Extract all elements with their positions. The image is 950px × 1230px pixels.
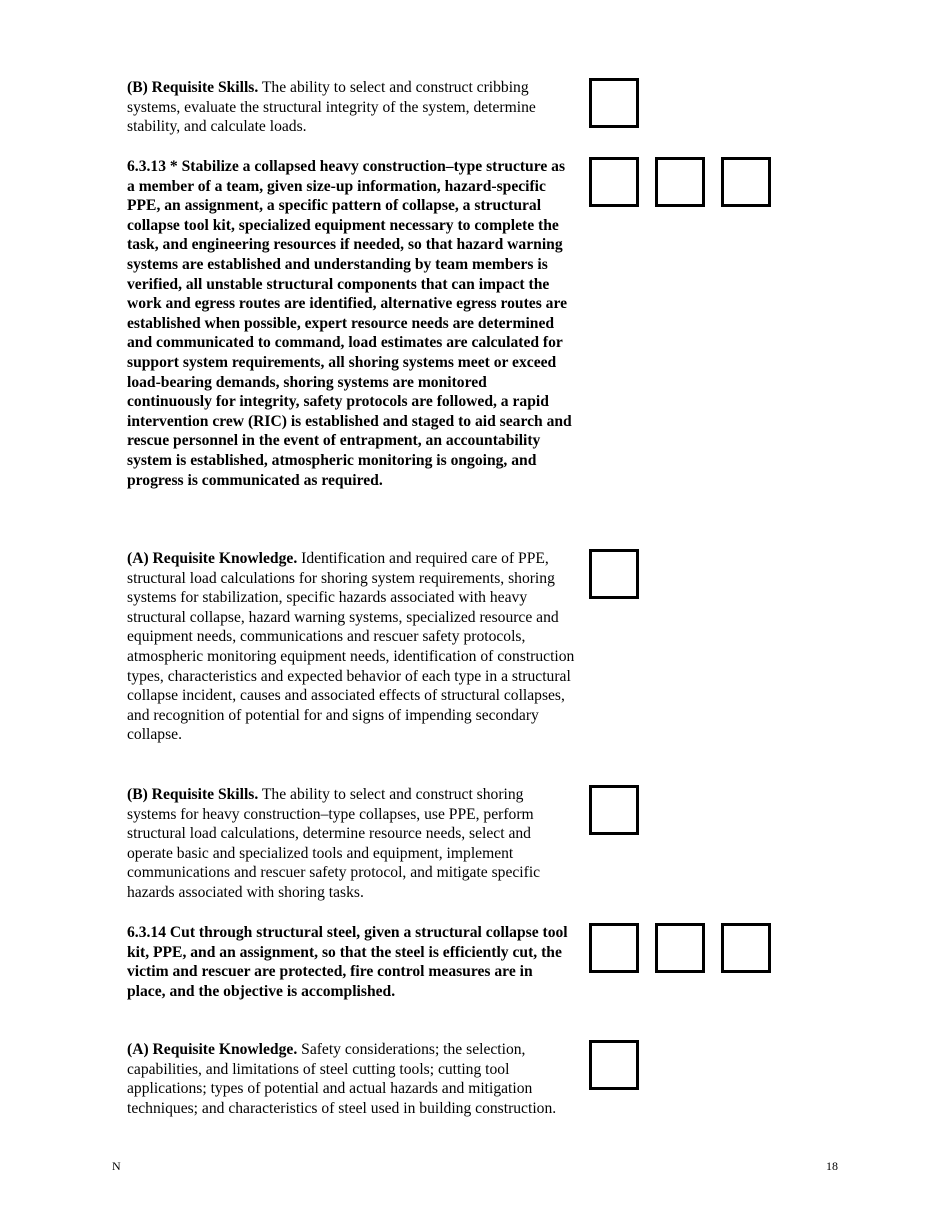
checkbox-group bbox=[589, 1040, 639, 1090]
page-number: 18 bbox=[826, 1159, 838, 1173]
section-lead: (A) Requisite Knowledge. bbox=[127, 550, 298, 567]
section-a-knowledge-shoring bbox=[127, 549, 575, 745]
checkbox-group bbox=[589, 785, 639, 835]
section-body: The ability to select and construct shoring systems for heavy construction–type collapses, use PPE, perform structural load calculations, determine resource needs, select and operate basic and specialized tools and equipment, implement communications and rescuer safety protocol, and mitigate specific hazards associated with shoring tasks. bbox=[127, 786, 541, 901]
checkbox[interactable] bbox=[655, 157, 705, 207]
checkbox-group bbox=[589, 157, 771, 207]
checkbox[interactable] bbox=[721, 923, 771, 973]
section-body: Identification and required care of PPE, structural load calculations for shoring system requirements, shoring systems for stabilization, specific hazards associated with heavy structural collapse, hazard warning systems, specialized resource and equipment needs, communications and rescuer safety protocols, atmospheric monitoring equipment needs, identification of construction types, characteristics and expected behavior of each type in a structural collapse incident, causes and associated effects of structural collapses, and recognition of potential for and signs of impending secondary collapse. bbox=[127, 550, 575, 744]
section-6-3-13 bbox=[127, 157, 575, 490]
section-body: 6.3.13 * Stabilize a collapsed heavy construction–type structure as a member of a team, given size-up information, hazard-specific PPE, an assignment, a specific pattern of collapse, a structural collapse tool kit, specialized equipment necessary to complete the task, and engineering resources if needed, so that hazard warning systems are established and understanding by team members is verified, all unstable structural components that can impact the work and egress routes are identified, alternative egress routes are established when possible, expert resource needs are determined and communicated to command, load estimates are calculated for support system requirements, all shoring systems meet or exceed load-bearing demands, shoring systems are monitored continuously for integrity, safety protocols are followed, a rapid intervention crew (RIC) is established and staged to aid search and rescue personnel in the event of entrapment, an accountability system is established, atmospheric monitoring is ongoing, and progress is communicated as required. bbox=[127, 158, 572, 489]
checkbox[interactable] bbox=[589, 1040, 639, 1090]
checkbox-group bbox=[589, 549, 639, 599]
section-6-3-14 bbox=[127, 923, 575, 1001]
section-body: 6.3.14 Cut through structural steel, given a structural collapse tool kit, PPE, and an assignment, so that the steel is efficiently cut, the victim and rescuer are protected, fire control measures are in place, and the objective is accomplished. bbox=[127, 924, 568, 1000]
section-a-knowledge-steel bbox=[127, 1040, 575, 1118]
section-lead: (B) Requisite Skills. bbox=[127, 79, 259, 96]
checkbox[interactable] bbox=[655, 923, 705, 973]
section-b-skills-cribbing bbox=[127, 78, 575, 137]
checkbox-group bbox=[589, 78, 639, 128]
checkbox[interactable] bbox=[589, 923, 639, 973]
section-lead: (B) Requisite Skills. bbox=[127, 786, 259, 803]
checkbox-group bbox=[589, 923, 771, 973]
section-lead: (A) Requisite Knowledge. bbox=[127, 1041, 298, 1058]
checkbox[interactable] bbox=[589, 78, 639, 128]
checkbox[interactable] bbox=[589, 785, 639, 835]
checkbox[interactable] bbox=[589, 549, 639, 599]
checkbox[interactable] bbox=[589, 157, 639, 207]
section-body: Safety considerations; the selection, capabilities, and limitations of steel cutting tools; cutting tool applications; types of potential and actual hazards and mitigation techniques; and characteristics of steel used in building construction. bbox=[127, 1041, 557, 1117]
section-b-skills-shoring bbox=[127, 785, 575, 903]
section-body: The ability to select and construct cribbing systems, evaluate the structural integrity of the system, determine stability, and calculate loads. bbox=[127, 79, 536, 136]
checkbox[interactable] bbox=[721, 157, 771, 207]
footer-left-mark: N bbox=[112, 1159, 121, 1173]
